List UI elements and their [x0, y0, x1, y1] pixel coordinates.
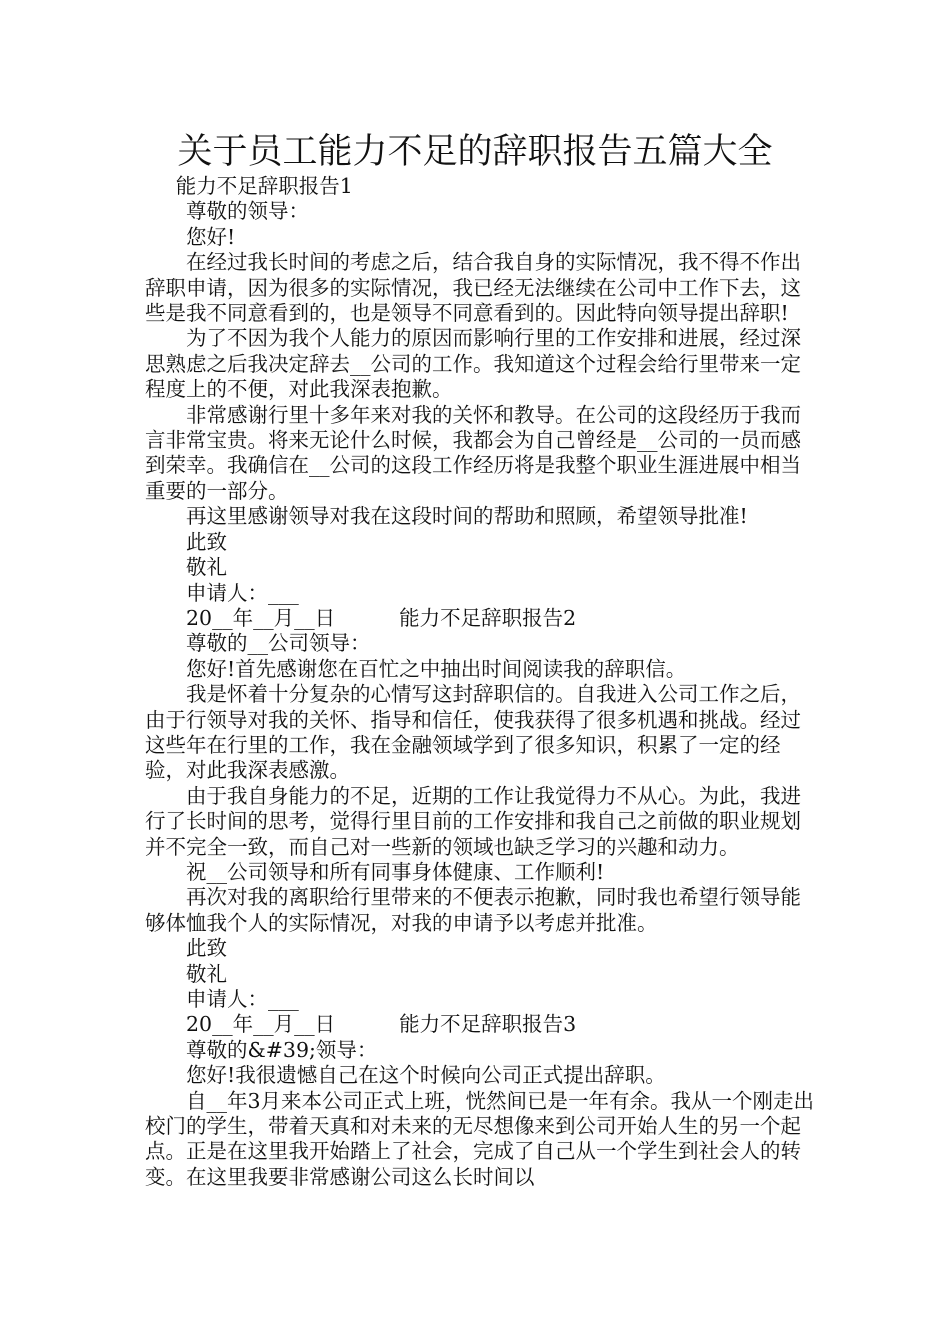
report2-applicant: 申请人：___ [186, 987, 299, 1011]
document-title: 关于员工能力不足的辞职报告五篇大全 [177, 132, 773, 172]
report2-date: 20__年__月__日 [186, 1012, 336, 1037]
report1-heading: 能力不足辞职报告1 [175, 174, 353, 198]
report3-paragraph: 自__年3月来本公司正式上班，恍然间已是一年有余。我从一个刚走出校门的学生，带着天真和对未来的无尽想像来到公司开始人生的另一个起点。正是在这里我开始踏上了社会，完成了自己从一个学生到社会人的转变。在这里我要非常感谢公司这么长时间以 [145, 1088, 815, 1189]
report1-closing: 敬礼 [186, 555, 227, 580]
report1-paragraph: 为了不因为我个人能力的原因而影响行里的工作安排和进展，经过深思熟虑之后我决定辞去__公司的工作。我知道这个过程会给行里带来一定程度上的不便，对此我深表抱歉。 [145, 326, 801, 402]
report1-date: 20__年__月__日 [186, 605, 336, 630]
report2-greeting: 您好!首先感谢您在百忙之中抽出时间阅读我的辞职信。 [186, 656, 687, 681]
report1-salutation: 尊敬的领导： [186, 199, 309, 224]
report1-paragraph: 非常感谢行里十多年来对我的关怀和教导。在公司的这段经历于我而言非常宝贵。将来无论什么时候，我都会为自己曾经是__公司的一员而感到荣幸。我确信在__公司的这段工作经历将是我整个职业生涯进展中相当重要的一部分。 [145, 402, 801, 503]
report3-greeting: 您好!我很遗憾自己在这个时候向公司正式提出辞职。 [186, 1063, 666, 1088]
report1-greeting: 您好! [186, 224, 236, 249]
report2-paragraph: 再次对我的离职给行里带来的不便表示抱歉，同时我也希望行领导能够体恤我个人的实际情况，对我的申请予以考虑并批准。 [145, 885, 801, 935]
report1-paragraph: 再这里感谢领导对我在这段时间的帮助和照顾，希望领导批准! [186, 504, 748, 529]
report2-heading: 能力不足辞职报告2 [399, 605, 577, 630]
report1-applicant: 申请人：___ [186, 580, 299, 605]
report3-heading: 能力不足辞职报告3 [399, 1012, 577, 1037]
report2-date-line [145, 1012, 815, 1037]
report1-closing: 此致 [186, 529, 227, 554]
document-body [145, 174, 815, 1190]
report1-paragraph: 在经过我长时间的考虑之后，结合我自身的实际情况，我不得不作出辞职申请，因为很多的实际情况，我已经无法继续在公司中工作下去，这些是我不同意看到的，也是领导不同意看到的。因此特向领导提出辞职! [145, 250, 801, 326]
report2-closing: 此致 [186, 936, 227, 961]
report2-paragraph: 由于我自身能力的不足，近期的工作让我觉得力不从心。为此，我进行了长时间的思考，觉得行里目前的工作安排和我自己之前做的职业规划并不完全一致，而自己对一些新的领域也缺乏学习的兴趣和动力。 [145, 783, 801, 859]
report3-salutation: 尊敬的&#39;领导： [186, 1037, 378, 1062]
report2-paragraph: 祝__公司领导和所有同事身体健康、工作顺利! [186, 859, 605, 884]
report2-closing: 敬礼 [186, 961, 227, 986]
report2-salutation: 尊敬的__公司领导： [186, 631, 371, 656]
report2-paragraph: 我是怀着十分复杂的心情写这封辞职信的。自我进入公司工作之后，由于行领导对我的关怀、指导和信任，使我获得了很多机遇和挑战。经过这些年在行里的工作，我在金融领域学到了很多知识，积累了一定的经验，对此我深表感激。 [145, 682, 801, 783]
report1-date-line [145, 606, 815, 631]
